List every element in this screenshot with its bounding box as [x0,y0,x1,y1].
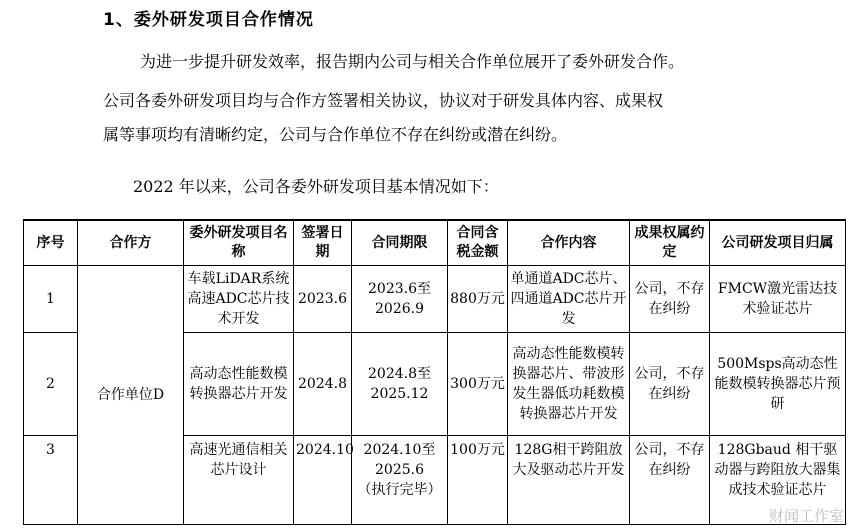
header-ownership: 成果权属约定 [630,220,710,266]
term-status-note: （执行完毕） [357,482,442,498]
watermark: 财闻工作室 [768,507,844,525]
header-no: 序号 [24,220,78,266]
cell-amount: 300万元 [448,333,508,436]
cell-term [352,436,448,525]
cell-amount: 880万元 [448,266,508,333]
cell-no: 2 [24,333,78,436]
cell-partner: 合作单位D [78,266,184,525]
cell-no: 1 [24,266,78,333]
cell-project: 车载LiDAR系统高速ADC芯片技术开发 [184,266,294,333]
header-term: 合同期限 [352,220,448,266]
cell-belongs: FMCW激光雷达技术验证芯片 [710,266,846,333]
section-heading: 1、委外研发项目合作情况 [103,10,314,30]
intro-paragraph-line-3: 属等事项均有清晰约定，公司与合作单位不存在纠纷或潜在纠纷。 [103,125,568,144]
cell-no: 3 [24,436,78,525]
cell-sign-date: 2024.8 [294,333,352,436]
header-partner: 合作方 [78,220,184,266]
cell-project: 高动态性能数模转换器芯片开发 [184,333,294,436]
cell-ownership: 公司，不存在纠纷 [630,333,710,436]
intro-paragraph-line-2: 公司各委外研发项目均与合作方签署相关协议，协议对于研发具体内容、成果权 [103,91,664,110]
header-belongs: 公司研发项目归属 [710,220,846,266]
outsourced-rd-table [23,219,846,525]
cell-term: 2023.6至2026.9 [352,266,448,333]
header-sign-date: 签署日期 [294,220,352,266]
table-header-row [24,220,846,266]
cell-sign-date: 2024.10 [294,436,352,525]
cell-content: 128G相干跨阻放大及驱动芯片开发 [508,436,630,525]
cell-belongs: 128Gbaud 相干驱动器与跨阻放大器集成技术验证芯片 [710,436,846,525]
cell-belongs: 500Msps高动态性能数模转换器芯片预研 [710,333,846,436]
header-content: 合作内容 [508,220,630,266]
cell-ownership: 公司，不存在纠纷 [630,436,710,525]
cell-amount: 100万元 [448,436,508,525]
term-range: 2024.10至2025.6 [363,442,436,478]
header-amount: 合同含税金额 [448,220,508,266]
cell-ownership: 公司，不存在纠纷 [630,266,710,333]
cell-content: 高动态性能数模转换器芯片、带波形发生器低功耗数模转换器芯片开发 [508,333,630,436]
header-project: 委外研发项目名称 [184,220,294,266]
intro-paragraph-line-1: 为进一步提升研发效率，报告期内公司与相关合作单位展开了委外研发合作。 [140,52,685,71]
cell-sign-date: 2023.6 [294,266,352,333]
cell-content: 单通道ADC芯片、四通道ADC芯片开发 [508,266,630,333]
cell-project: 高速光通信相关芯片设计 [184,436,294,525]
table-intro-line: 2022 年以来，公司各委外研发项目基本情况如下： [133,177,499,196]
cell-term: 2024.8至2025.12 [352,333,448,436]
table-row [24,266,846,333]
